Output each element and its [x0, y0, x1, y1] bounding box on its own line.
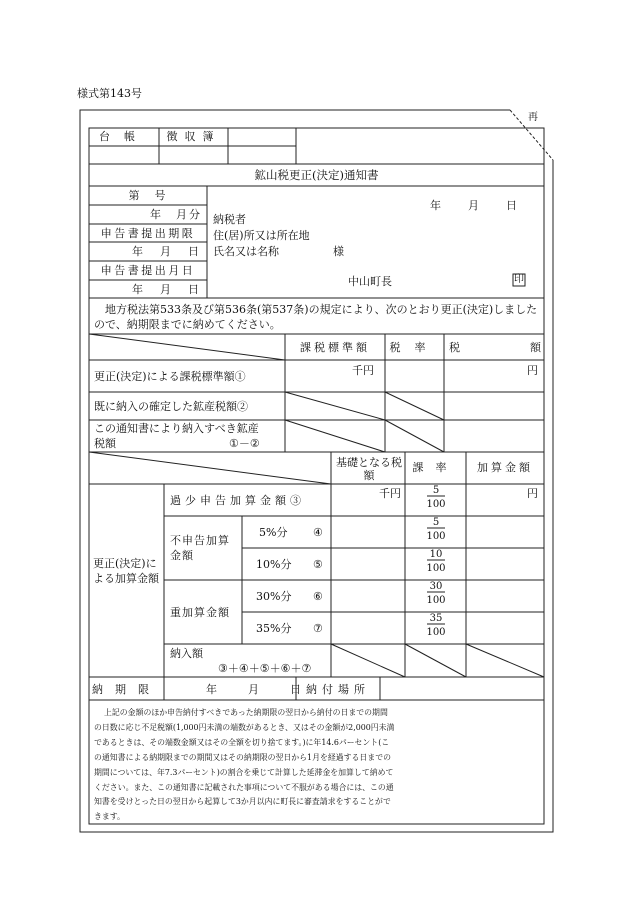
collection-label: 徴収簿: [166, 130, 221, 143]
t2-row-num: ④: [313, 526, 323, 539]
issuer: 中山町長: [348, 275, 392, 288]
t2-row-rate-den: 100: [426, 627, 446, 638]
address-label: 住(居)所又は所在地: [213, 229, 310, 242]
t2-row-rate-num: 30: [429, 581, 443, 592]
t1-row3-label-1: この通知書により納入すべき鉱産: [94, 422, 259, 435]
deadline-label: 納期限: [92, 683, 161, 696]
t2-header-rate: 課率: [412, 461, 459, 474]
filing-date-label: 申告書提出月日: [100, 264, 196, 277]
ymd-2: 年 月 日: [132, 283, 202, 296]
statement-text: 地方税法第533条及び第536条(第537条)の規定により、次のとおり更正(決定)しましたので、納期限までに納めてください。: [94, 303, 538, 331]
number-label: 第 号: [128, 189, 168, 202]
t2-side-label: 更正(決定)による加算金額: [93, 557, 159, 585]
t1-row1-label: 更正(決定)による課税標準額①: [94, 370, 246, 383]
t2-row-rate-num: 10: [429, 549, 443, 560]
note-line: 上記の金額のほか申告納付すべきであった納期限の翌日から納付の日までの期間: [104, 708, 388, 717]
t1-header-amount-text: 税額: [449, 341, 541, 354]
t2-row-num: ⑤: [313, 558, 323, 571]
corner-mark: 再: [528, 112, 538, 123]
t2-row-rate-den: 100: [426, 531, 446, 542]
t2-row-num: ⑦: [313, 622, 323, 635]
form-number: 様式第143号: [77, 87, 142, 100]
t2-payment-formula: ③＋④＋⑤＋⑥＋⑦: [218, 662, 312, 675]
seal-mark: 印: [514, 274, 524, 285]
note-line: の日数に応じ不足税額(1,000円未満の端数があるとき、又はその金額が2,000円未満: [94, 722, 395, 732]
notice-date: 年 月 日: [430, 199, 525, 212]
t2-under-rate-den: 100: [426, 499, 446, 510]
note-line: の通知書による納期限までの期間又はその納期限の翌日から1月を経過する日までの: [94, 752, 391, 762]
taxpayer-label: 納税者: [213, 213, 246, 226]
place-label: 納付場所: [306, 683, 370, 696]
t2-nonfiling-label: 不申告加算金額: [170, 534, 230, 562]
year-month-label: 年 月分: [150, 208, 202, 221]
t2-row-rate-num: 35: [429, 613, 443, 624]
note-line: 知書を受けとった日の翌日から起算して3か月以内に町長に審査請求をすることがで: [94, 797, 391, 807]
t1-unit-yen: 円: [527, 364, 538, 377]
t2-heavy-label: 重加算金額: [170, 606, 230, 619]
note-line: 期間については、年7.3パーセント)の割合を乗じて計算した延滞金を加算して納めて: [94, 767, 394, 777]
ledger-label: 台帳: [99, 130, 149, 143]
t1-header-base: 課税標準額: [300, 341, 370, 354]
honorific: 様: [333, 245, 344, 258]
t2-header-amount: 加算金額: [477, 461, 533, 474]
t2-row-pct: 10%分: [256, 558, 292, 571]
t2-unit-thousand: 千円: [379, 487, 401, 500]
ymd-1: 年 月 日: [132, 245, 202, 258]
t2-row-rate-num: 5: [432, 517, 440, 528]
note-line: であるときは、その端数金額又はその全額を切り捨てます。)に年14.6パーセント(こ: [94, 737, 390, 747]
deadline-date: 年 月 日: [206, 683, 311, 696]
t2-under-label: 過少申告加算金額③: [170, 494, 305, 507]
t1-row3-formula: ①－②: [229, 437, 260, 450]
t2-row-pct: 35%分: [256, 622, 292, 635]
t2-row-pct: 30%分: [256, 590, 292, 603]
notes: [94, 706, 542, 825]
t2-header-base: 基礎となる税額: [336, 456, 402, 482]
t1-unit-thousand: 千円: [352, 364, 374, 377]
t2-row-pct: 5%分: [259, 526, 288, 539]
t1-row2-label: 既に納入の確定した鉱産税額②: [94, 400, 248, 413]
t2-unit-yen: 円: [527, 487, 538, 500]
t1-row3-label-2: 税額: [94, 437, 116, 450]
note-line: ください。また、この通知書に記載された事項について不服がある場合には、この通: [94, 782, 394, 792]
t2-under-rate-num: 5: [432, 485, 440, 496]
note-line: きます。: [94, 812, 125, 822]
form-title: 鉱山税更正(決定)通知書: [254, 168, 379, 182]
t2-row-num: ⑥: [313, 590, 323, 603]
t1-header-rate: 税率: [389, 341, 440, 354]
name-label: 氏名又は名称: [213, 245, 279, 258]
t2-row-rate-den: 100: [426, 595, 446, 606]
t1-header-amount: [449, 342, 541, 353]
t2-row-rate-den: 100: [426, 563, 446, 574]
filing-deadline-label: 申告書提出期限: [100, 227, 196, 240]
t2-payment-label: 納入額: [170, 647, 203, 660]
